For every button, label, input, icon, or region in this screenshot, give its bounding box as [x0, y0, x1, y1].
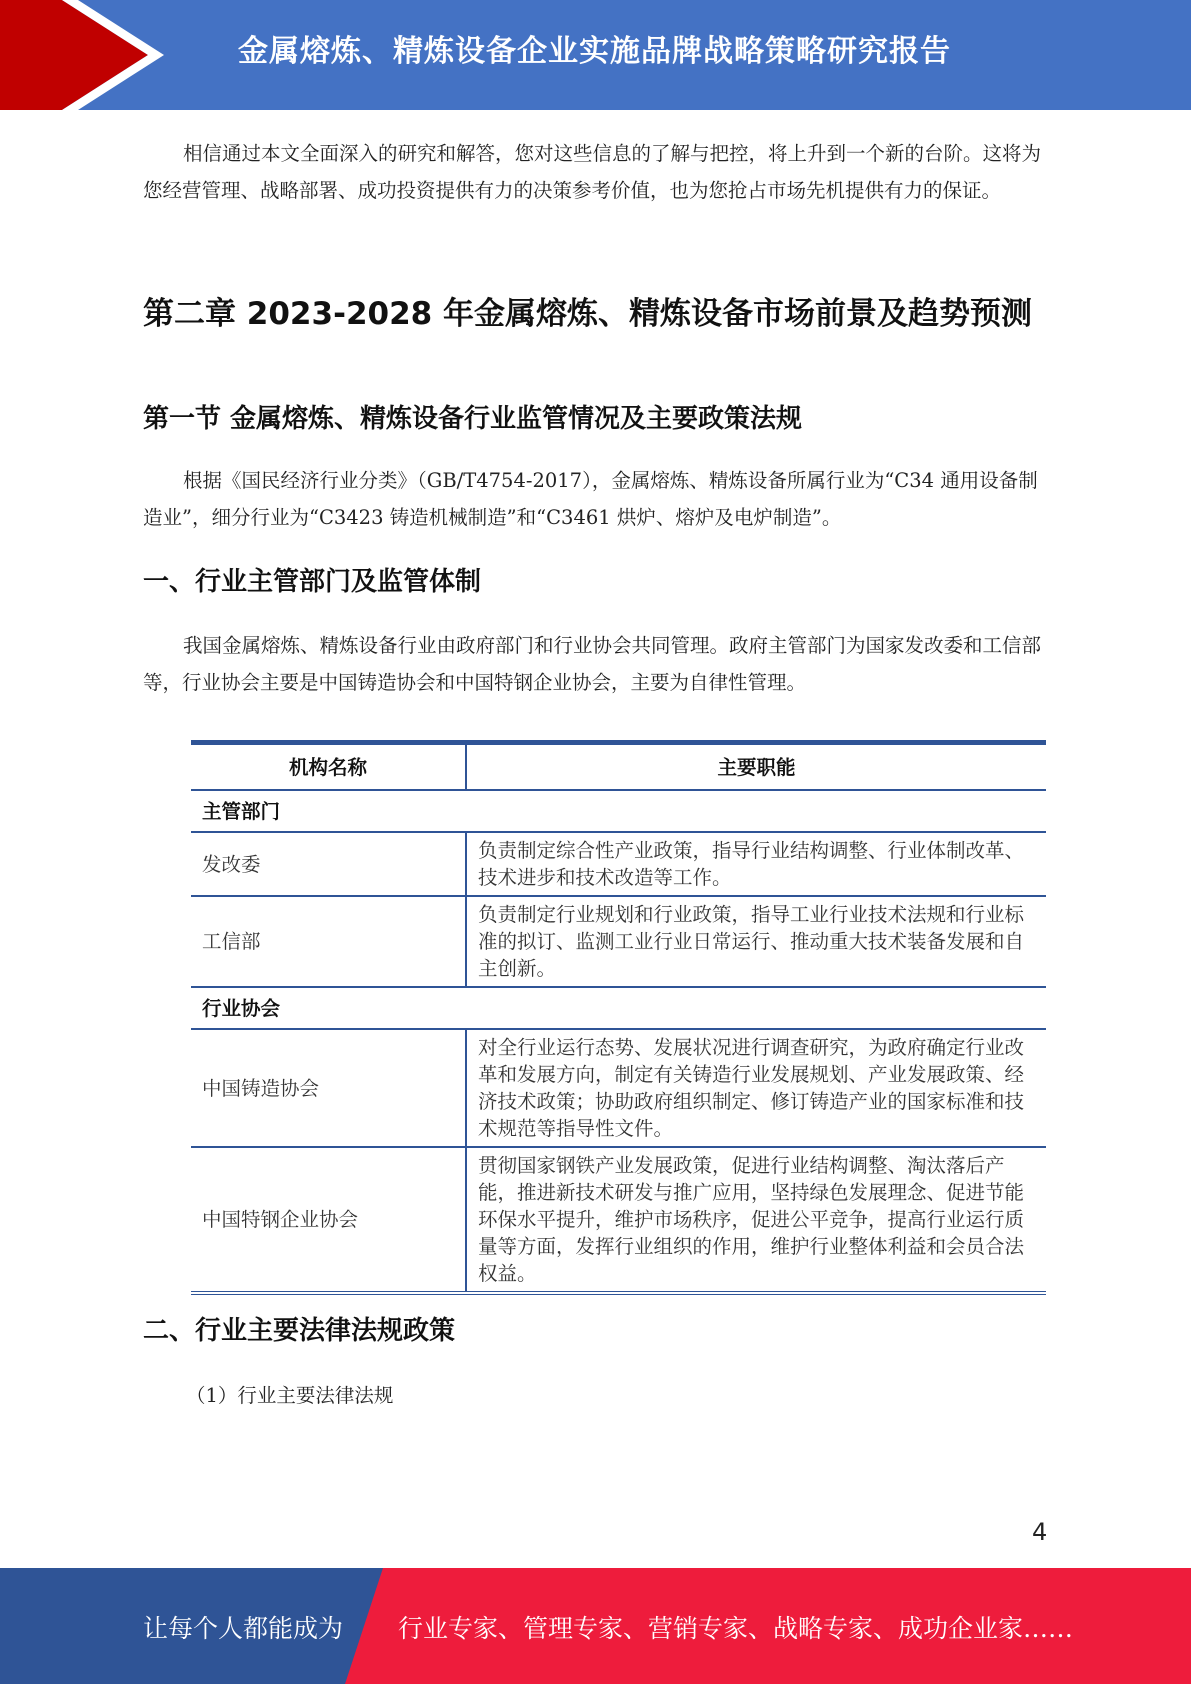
column-header-name: 机构名称 [191, 743, 466, 791]
table-row [191, 896, 1046, 987]
regulators-table [191, 740, 1046, 1295]
org-name-cell: 中国特钢企业协会 [191, 1147, 466, 1293]
org-name-cell: 工信部 [191, 896, 466, 987]
table-group-row [191, 987, 1046, 1029]
org-duty-cell: 负责制定综合性产业政策，指导行业结构调整、行业体制改革、技术进步和技术改造等工作。 [466, 832, 1046, 896]
table-group-row [191, 790, 1046, 832]
footer-slogan-left: 让每个人都能成为 [143, 1614, 344, 1643]
table-row [191, 1029, 1046, 1147]
regulators-paragraph: 我国金属熔炼、精炼设备行业由政府部门和行业协会共同管理。政府主管部门为国家发改委和工信部等，行业协会主要是中国铸造协会和中国特钢企业协会，主要为自律性管理。 [143, 634, 1042, 694]
group-label-associations: 行业协会 [191, 987, 1046, 1029]
table-row [191, 832, 1046, 896]
page-footer [0, 1568, 1191, 1684]
chapter-title: 第二章 2023-2028 年金属熔炼、精炼设备市场前景及趋势预测 [143, 296, 1033, 332]
laws-list-item: （1）行业主要法律法规 [186, 1384, 394, 1407]
section-title: 第一节 金属熔炼、精炼设备行业监管情况及主要政策法规 [143, 404, 803, 434]
org-name-cell: 中国铸造协会 [191, 1029, 466, 1147]
column-header-duty: 主要职能 [466, 743, 1046, 791]
section-paragraph: 根据《国民经济行业分类》（GB/T4754-2017），金属熔炼、精炼设备所属行业为“C34 通用设备制造业”，细分行业为“C3423 铸造机械制造”和“C3461 烘炉、熔炉及电炉制造”。 [143, 469, 1038, 529]
page-header [0, 0, 1191, 110]
table-row [191, 1147, 1046, 1293]
page-number: 4 [1032, 1518, 1048, 1546]
subsection-title-regulators: 一、行业主管部门及监管体制 [143, 567, 482, 597]
table-header-row [191, 743, 1046, 791]
intro-paragraph: 相信通过本文全面深入的研究和解答，您对这些信息的了解与把控，将上升到一个新的台阶。这将为您经营管理、战略部署、成功投资提供有力的决策参考价值，也为您抢占市场先机提供有力的保证。 [143, 142, 1042, 202]
org-duty-cell: 贯彻国家钢铁产业发展政策，促进行业结构调整、淘汰落后产能，推进新技术研发与推广应用，坚持绿色发展理念、促进节能环保水平提升，维护市场秩序，促进公平竞争，提高行业运行质量等方面，发挥行业组织的作用，维护行业整体利益和会员合法权益。 [466, 1147, 1046, 1293]
org-duty-cell: 负责制定行业规划和行业政策，指导工业行业技术法规和行业标准的拟订、监测工业行业日常运行、推动重大技术装备发展和自主创新。 [466, 896, 1046, 987]
subsection-title-laws: 二、行业主要法律法规政策 [143, 1316, 456, 1346]
footer-slogan-right: 行业专家、管理专家、营销专家、战略专家、成功企业家…… [398, 1614, 1074, 1643]
group-label-authorities: 主管部门 [191, 790, 1046, 832]
header-title: 金属熔炼、精炼设备企业实施品牌战略策略研究报告 [238, 34, 951, 69]
org-duty-cell: 对全行业运行态势、发展状况进行调查研究，为政府确定行业改革和发展方向，制定有关铸造行业发展规划、产业发展政策、经济技术政策；协助政府组织制定、修订铸造产业的国家标准和技术规范等指导性文件。 [466, 1029, 1046, 1147]
org-name-cell: 发改委 [191, 832, 466, 896]
